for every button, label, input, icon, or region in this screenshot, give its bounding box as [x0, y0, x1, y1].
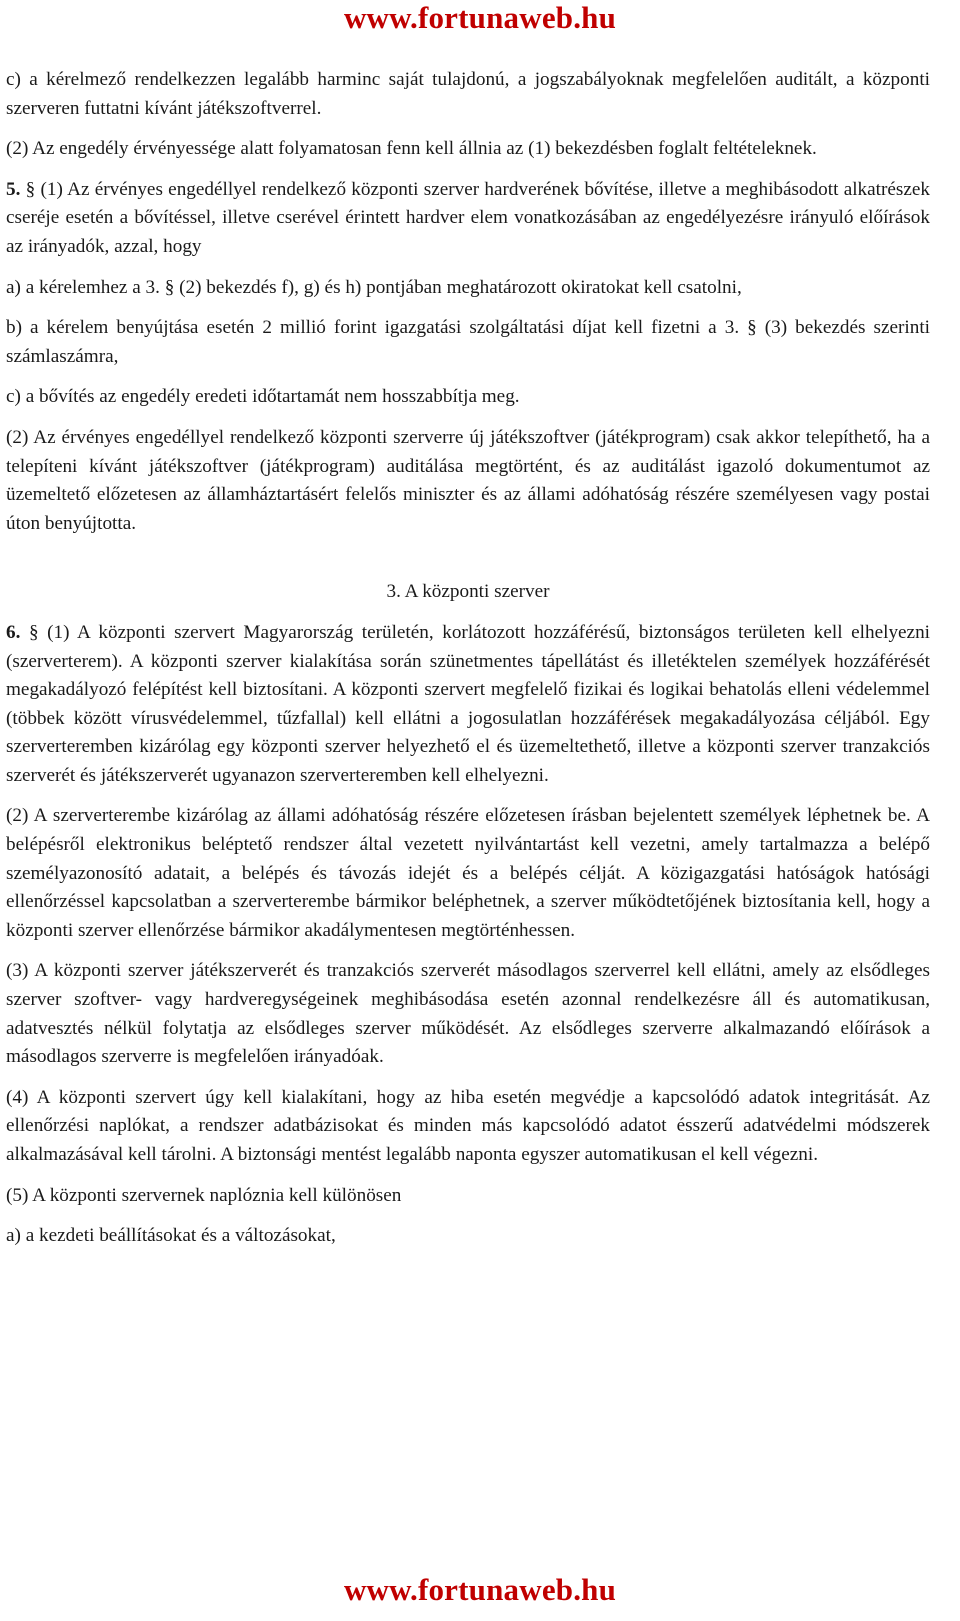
list-item: b) a kérelem benyújtása esetén 2 millió forint igazgatási szolgáltatási díjat kell fizetni a 3. § (3) bekezdés szerinti számlaszámra, — [6, 317, 930, 367]
list-item: a) a kezdeti beállításokat és a változásokat, — [6, 1225, 336, 1247]
section-6-paragraph-1 — [6, 619, 930, 791]
section-6-paragraph-2: (2) A szerverterembe kizárólag az állami adóhatóság részére előzetesen írásban bejelentett személyek léphetnek be. A belépésről elektronikus beléptető rendszer által vezetett nyilvántartást kell vezetni, amely tartalmazza a belépő személyazonosító adatait, a belépés és távozás idejét és a belépés célját. A közigazgatási hatóságok hatósági ellenőrzéssel kapcsolatban a szerverterembe bármikor beléphetnek, a szerver működtetőjének biztosítania kell, hogy a központi szerver ellenőrzése bármikor akadálymentesen megtörténhessen. — [6, 805, 930, 941]
section-number: 6. — [6, 621, 21, 643]
paragraph: c) a kérelmező rendelkezzen legalább harminc saját tulajdonú, a jogszabályoknak megfelelően auditált, a központi szerveren futtatni kívánt játékszoftverrel. — [6, 69, 930, 119]
section-5-paragraph-1 — [6, 176, 930, 262]
section-6-paragraph-3: (3) A központi szerver játékszerverét és tranzakciós szerverét másodlagos szerverrel kell ellátni, amely az elsődleges szerver szoftver- vagy hardveregységeinek meghibásodása esetén azonnal rendelkezésre áll és automatikusan, adatvesztés nélkül folytatja az elsődleges szerver működését. Az elsődleges szerverre alkalmazandó előírások a másodlagos szerverre is megfelelően irányadóak. — [6, 960, 930, 1068]
section-number: 5. — [6, 178, 21, 200]
section-6-paragraph-4: (4) A központi szervert úgy kell kialakítani, hogy az hiba esetén megvédje a kapcsolódó adatok integritását. Az ellenőrzési naplókat, a rendszer adatbázisokat és minden más kapcsolódó adatot ésszerű adatvédelmi módszerek alkalmazásával kell tárolni. A biztonsági mentést legalább naponta egyszer automatikusan el kell végezni. — [6, 1086, 930, 1165]
section-text: § (1) Az érvényes engedéllyel rendelkező központi szerver hardverének bővítése, illetve a meghibásodott alkatrészek cseréje esetén a bővítéssel, illetve cserével érintett hardver elem vonatkozásában az engedélyezésre irányuló előírások az irányadók, azzal, hogy — [6, 178, 930, 257]
page-header-url: www.fortunaweb.hu — [343, 0, 617, 35]
list-item: c) a bővítés az engedély eredeti időtartamát nem hosszabbítja meg. — [6, 386, 520, 408]
section-5-paragraph-2: (2) Az érvényes engedéllyel rendelkező központi szerverre új játékszoftver (játékprogram) csak akkor telepíthető, ha a telepíteni kívánt játékszoftver (játékprogram) auditálása megtörtént, és az auditálást igazoló dokumentumot az üzemeltető előzetesen az államháztartásért felelős miniszter és az állami adóhatóság részére személyesen vagy postai úton benyújtotta. — [6, 426, 930, 534]
page-footer-url: www.fortunaweb.hu — [343, 1572, 617, 1607]
paragraph: (2) Az engedély érvényessége alatt folyamatosan fenn kell állnia az (1) bekezdésben foglalt feltételeknek. — [6, 138, 817, 160]
chapter-heading: 3. A központi szerver — [386, 581, 550, 603]
section-6-paragraph-5: (5) A központi szervernek naplóznia kell különösen — [6, 1184, 402, 1206]
list-item: a) a kérelemhez a 3. § (2) bekezdés f), g) és h) pontjában meghatározott okiratokat kell csatolni, — [6, 276, 742, 298]
section-text: § (1) A központi szervert Magyarország területén, korlátozott hozzáférésű, biztonságos területen kell elhelyezni (szerverterem). A központi szerver kialakítása során szünetmentes tápellátást és illetéktelen személyek hozzáférését megakadályozó felépítést kell biztosítani. A központi szervert megfelelő fizikai és logikai behatolás elleni védelemmel (többek között vírusvédelemmel, tűzfallal) kell ellátni a jogosulatlan hozzáférések megakadályozása céljából. Egy szerverteremben kizárólag egy központi szerver helyezhető el és üzemeltethető, illetve a központi szerver tranzakciós szerverét és játékszerverét ugyanazon szerverteremben kell elhelyezni. — [6, 621, 930, 786]
document-body — [6, 66, 930, 1263]
